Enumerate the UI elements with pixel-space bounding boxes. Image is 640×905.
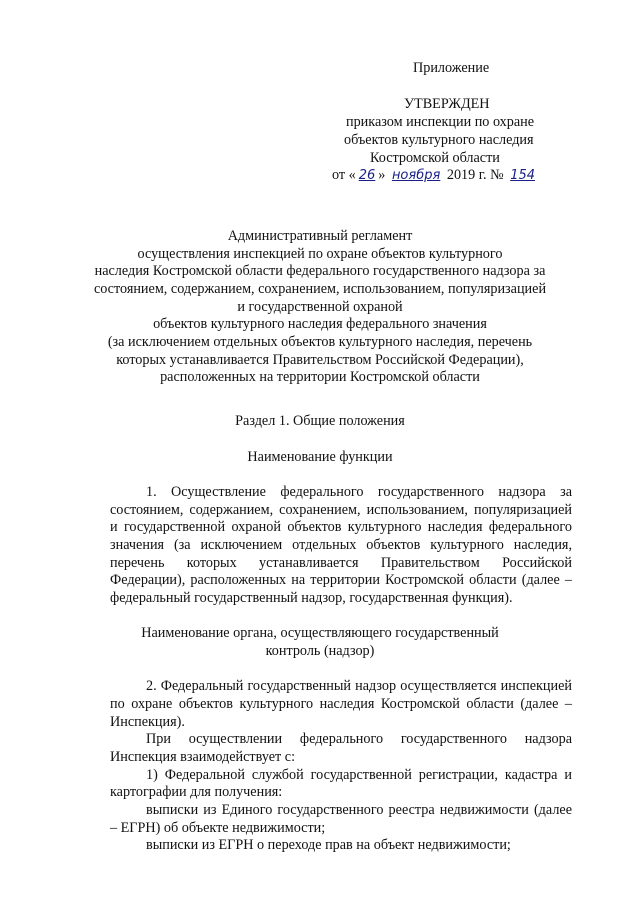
approved-title: УТВЕРЖДЕН: [404, 96, 490, 112]
paragraph-line: выписки из ЕГРН о переходе прав на объект недвижимости;: [146, 837, 511, 853]
date-day-handwritten: 26: [358, 168, 376, 183]
date-year: 2019 г. №: [446, 167, 504, 183]
order-number-handwritten: 154: [510, 168, 536, 183]
regulation-title-line: расположенных на территории Костромской области: [160, 369, 480, 385]
approval-date: [332, 167, 538, 184]
date-prefix: от «: [332, 167, 356, 183]
regulation-title-line: наследия Костромской области федерального государственного надзора за: [94, 263, 546, 279]
subheading-authority: Наименование органа, осуществляющего государственный: [141, 625, 499, 641]
paragraph-line: 1) Федеральной службой государственной регистрации, кадастра и: [146, 767, 572, 783]
date-sep: »: [378, 167, 386, 183]
paragraph-line: по охране объектов культурного наследия Костромской области (далее –: [110, 696, 572, 712]
regulation-title-line: объектов культурного наследия федерального значения: [153, 316, 487, 332]
paragraph-line: выписки из Единого государственного реестра недвижимости (далее: [146, 802, 572, 818]
paragraph-line: и государственной охраной объектов культурного наследия федерального: [110, 519, 572, 535]
paragraph-line: 1. Осуществление федерального государственного надзора за: [146, 484, 572, 500]
paragraph-line: При осуществлении федерального государственного надзора: [146, 731, 572, 747]
paragraph-line: – ЕГРН) об объекте недвижимости;: [110, 820, 326, 836]
paragraph-line: Инспекция).: [110, 714, 185, 730]
paragraph-line: 2. Федеральный государственный надзор осуществляется инспекцией: [146, 678, 572, 694]
date-month-handwritten: ноября: [391, 168, 441, 183]
approved-line: объектов культурного наследия: [344, 132, 534, 148]
paragraph-line: состоянием, содержанием, сохранением, использованием, популяризацией: [110, 502, 572, 518]
paragraph-line: перечень которых устанавливается Правительством Российской: [110, 555, 572, 571]
section-heading: Раздел 1. Общие положения: [235, 413, 405, 429]
paragraph-line: картографии для получения:: [110, 784, 283, 800]
paragraph-line: Федерации), расположенных на территории Костромской области (далее –: [110, 572, 572, 588]
regulation-title-line: состоянием, содержанием, сохранением, использованием, популяризацией: [93, 281, 547, 297]
regulation-title-line: (за исключением отдельных объектов культурного наследия, перечень: [107, 334, 533, 350]
regulation-title-line: Административный регламент: [227, 228, 413, 244]
regulation-title-line: осуществления инспекцией по охране объектов культурного: [137, 246, 503, 262]
appendix-label: Приложение: [413, 60, 490, 76]
paragraph-line: Инспекция взаимодействует с:: [110, 749, 296, 765]
regulation-title-line: которых устанавливается Правительством Российской Федерации),: [116, 352, 524, 368]
regulation-title-line: и государственной охраной: [237, 299, 403, 315]
approved-line: приказом инспекции по охране: [346, 114, 535, 130]
paragraph-line: значения (за исключением отдельных объектов культурного наследия,: [110, 537, 572, 553]
approved-line: Костромской области: [370, 150, 500, 166]
paragraph-line: федеральный государственный надзор, государственная функция).: [110, 590, 513, 606]
subheading-authority: контроль (надзор): [265, 643, 375, 659]
subheading-function: Наименование функции: [247, 449, 393, 465]
